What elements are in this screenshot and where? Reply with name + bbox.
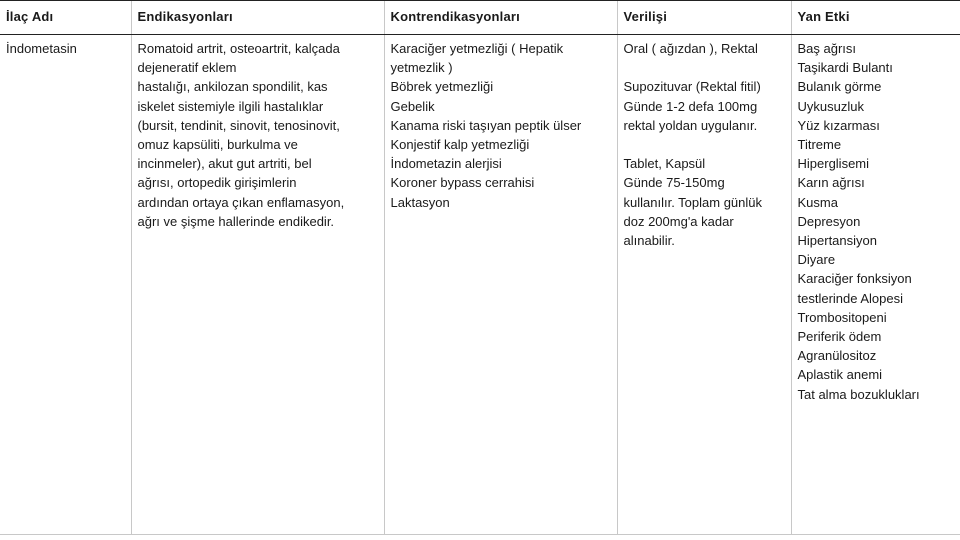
side-effect-item: Uykusuzluk [797, 98, 864, 114]
cell-indications [131, 35, 384, 535]
contraindication-line: Konjestif kalp yetmezliği [390, 137, 530, 153]
side-effect-item: Titreme [797, 137, 842, 153]
table-header-row [0, 1, 960, 35]
contraindication-line: Karaciğer yetmezliği ( Hepatik [390, 41, 564, 56]
administration-block [624, 39, 785, 250]
side-effect-item: Karın ağrısı [797, 175, 865, 191]
side-effect-item: Tat alma bozuklukları [797, 386, 920, 402]
cell-contraindications [384, 35, 617, 535]
indication-line: hastalığı, ankilozan spondilit, kas [137, 79, 328, 95]
indication-line: (bursit, tendinit, sinovit, tenosinovit, [137, 117, 340, 133]
side-effect-item: Kusma [797, 194, 838, 210]
side-effect-item: Depresyon [797, 213, 861, 229]
header-contraindications: Kontrendikasyonları [384, 1, 617, 35]
side-effect-item: Periferik ödem [797, 329, 882, 345]
tablet-line: Günde 75-150mg [623, 175, 725, 191]
side-effect-item: Hipertansiyon [797, 233, 877, 249]
drug-name: İndometasin [6, 41, 77, 56]
indication-line: ardından ortaya çıkan enflamasyon, [137, 194, 345, 210]
contraindication-line: Laktasyon [390, 194, 450, 210]
suppository-line: Günde 1-2 defa 100mg [623, 98, 758, 114]
suppository-dosage [624, 77, 785, 135]
side-effect-item: Baş ağrısı [797, 41, 857, 56]
indication-line: ağrı ve şişme hallerinde endikedir. [137, 213, 335, 229]
contraindication-line: Gebelik [390, 98, 435, 114]
indication-line: Romatoid artrit, osteoartrit, kalçada [137, 41, 340, 56]
administration-route: Oral ( ağızdan ), Rektal [623, 41, 758, 56]
header-drug-name: İlaç Adı [0, 1, 131, 35]
suppository-line: rektal yoldan uygulanır. [623, 117, 758, 133]
contraindication-line: Böbrek yetmezliği [390, 79, 494, 95]
side-effects-list [798, 39, 955, 404]
contraindication-line: İndometazin alerjisi [390, 156, 502, 172]
contraindication-line: yetmezlik ) [390, 60, 453, 76]
side-effect-item: Hiperglisemi [797, 156, 870, 172]
tablet-line: Tablet, Kapsül [623, 156, 706, 172]
contraindication-line: Kanama riski taşıyan peptik ülser [390, 117, 582, 133]
indication-line: ağrısı, ortopedik girişimlerin [137, 175, 297, 191]
side-effect-item: testlerinde Alopesi [797, 290, 904, 306]
tablet-dosage [624, 154, 785, 250]
side-effect-item: Taşikardi Bulantı [797, 60, 893, 76]
indication-line: incinmeler), akut gut artriti, bel [137, 156, 312, 172]
contraindications-list [391, 39, 611, 212]
side-effect-item: Trombositopeni [797, 309, 887, 325]
side-effect-item: Yüz kızarması [797, 117, 880, 133]
contraindication-line: Koroner bypass cerrahisi [390, 175, 535, 191]
indication-line: iskelet sistemiyle ilgili hastalıklar [137, 98, 324, 114]
tablet-line: alınabilir. [623, 233, 675, 248]
indications-list [138, 39, 378, 231]
side-effect-item: Bulanık görme [797, 79, 882, 95]
table-row [0, 35, 960, 535]
side-effect-item: Diyare [797, 252, 836, 268]
spacer [624, 135, 785, 154]
side-effect-item: Karaciğer fonksiyon [797, 271, 912, 287]
cell-side-effects [791, 35, 960, 535]
header-administration: Verilişi [617, 1, 791, 35]
cell-administration [617, 35, 791, 535]
tablet-line: kullanılır. Toplam günlük [623, 194, 763, 210]
tablet-line: doz 200mg'a kadar [623, 213, 734, 229]
header-indications: Endikasyonları [131, 1, 384, 35]
indication-line: dejeneratif eklem [137, 60, 237, 76]
cell-drug-name [0, 35, 131, 535]
indication-line: omuz kapsüliti, burkulma ve [137, 137, 298, 153]
suppository-line: Supozituvar (Rektal fitil) [623, 79, 761, 95]
side-effect-item: Aplastik anemi [797, 367, 883, 383]
header-side-effects: Yan Etki [791, 1, 960, 35]
spacer [624, 58, 785, 77]
side-effect-item: Agranülositoz [797, 348, 877, 364]
